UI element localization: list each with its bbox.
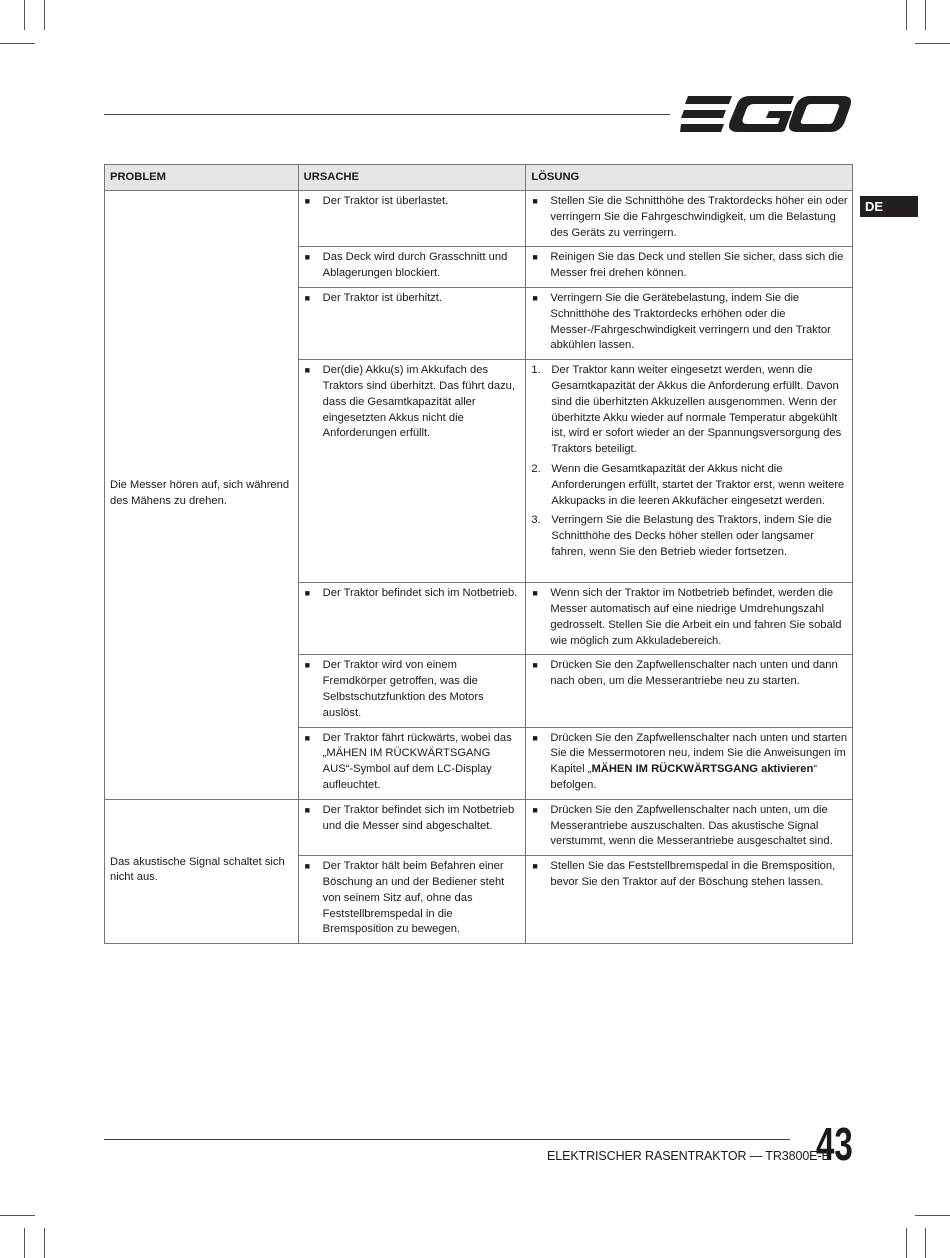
cause-text: Der Traktor ist überlastet. <box>322 195 449 207</box>
crop-mark <box>925 1228 926 1258</box>
table-row <box>105 191 853 247</box>
bullet-icon: ■ <box>532 804 538 815</box>
solution-text: Reinigen Sie das Deck und stellen Sie sicher, dass sich die Messer frei drehen können. <box>550 251 844 280</box>
cause-text: Der Traktor fährt rückwärts, wobei das „MÄHEN IM RÜCKWÄRTSGANG AUS“-Symbol auf dem LC-Display aufleuchtet. <box>322 731 512 791</box>
bullet-icon: ■ <box>304 365 311 376</box>
solution-text-end: “ befolgen. <box>550 763 818 791</box>
bullet-icon: ■ <box>304 252 311 263</box>
crop-mark <box>44 0 45 30</box>
crop-mark <box>906 1228 907 1258</box>
cause-cell <box>298 360 526 583</box>
header-cause: URSACHE <box>298 165 526 191</box>
header-solution: LÖSUNG <box>526 165 853 191</box>
chapter-reference: MÄHEN IM RÜCKWÄRTSGANG aktivieren <box>591 763 814 776</box>
solution-cell <box>526 655 853 727</box>
cause-cell <box>298 799 526 855</box>
bullet-icon: ■ <box>532 196 538 206</box>
header-rule <box>104 114 670 115</box>
bullet-icon: ■ <box>304 804 311 815</box>
solution-text: Drücken Sie den Zapfwellenschalter nach unten, um die Messerantriebe auszuschalten. Das akustische Signal verstummt, wenn die Messerantriebe ausgeschaltet sind. <box>550 803 833 848</box>
step-number: 1. <box>531 364 541 377</box>
solution-cell <box>526 287 853 359</box>
solution-text: Wenn sich der Traktor im Notbetrieb befindet, werden die Messer automatisch auf eine niedrige Umdrehungszahl gedrosselt. Stellen Sie die Arbeit ein und fahren Sie sobald wie möglich zum Akkuladebereich. <box>550 587 842 647</box>
crop-mark <box>24 0 25 30</box>
cause-cell <box>298 247 526 288</box>
page-number: 43 <box>816 1118 853 1170</box>
solution-text: Drücken Sie den Zapfwellenschalter nach unten und starten Sie die Messermotoren neu, indem Sie die Anweisungen im Kapitel „ <box>550 731 848 776</box>
step-text: Verringern Sie die Belastung des Traktors, indem Sie die Schnitthöhe des Decks höher stellen oder langsamer fahren, wenn Sie den Betrieb wieder fortsetzen. <box>551 514 832 558</box>
bullet-icon: ■ <box>304 588 311 599</box>
solution-cell <box>526 360 853 583</box>
ego-logo <box>680 94 852 134</box>
solution-cell <box>526 727 853 799</box>
solution-text: Stellen Sie das Feststellbremspedal in die Bremsposition, bevor Sie den Traktor auf der Böschung stehen lassen. <box>550 860 836 888</box>
solution-cell <box>526 247 853 288</box>
table-row <box>105 799 853 855</box>
cause-text: Der Traktor wird von einem Fremdkörper getroffen, was die Selbstschutzfunktion des Motors auslöst. <box>322 659 484 719</box>
footer-rule <box>104 1139 790 1140</box>
cause-cell <box>298 583 526 655</box>
step-text: Der Traktor kann weiter eingesetzt werden, wenn die Gesamtkapazität der Akkus die Anforderung erfüllt. Davon sind die überhitzten Akkuzellen ausgenommen. Wenn der überhitzte Akku wieder auf normale Temperatur abgekühlt ist, wird er sofort wieder an der Spannungsversorgung des Traktors beteiligt. <box>551 364 842 456</box>
bullet-icon: ■ <box>304 292 311 303</box>
cause-text: Der Traktor befindet sich im Notbetrieb und die Messer sind abgeschaltet. <box>322 803 515 832</box>
bullet-icon: ■ <box>304 861 311 872</box>
solution-cell <box>526 191 853 247</box>
step-number: 2. <box>531 462 541 475</box>
cause-text: Der(die) Akku(s) im Akkufach des Traktors sind überhitzt. Das führt dazu, dass die Gesamtkapazität aller eingesetzten Akkus nicht die Anforderungen erfüllt. <box>322 364 515 440</box>
cause-cell <box>298 287 526 359</box>
crop-mark <box>915 43 950 44</box>
header-problem: PROBLEM <box>105 165 299 191</box>
problem-cell: Die Messer hören auf, sich während des Mähens zu drehen. <box>105 191 299 800</box>
cause-text: Das Deck wird durch Grasschnitt und Ablagerungen blockiert. <box>322 251 508 280</box>
cause-text: Der Traktor ist überhitzt. <box>322 291 443 304</box>
cause-cell <box>298 727 526 799</box>
cause-text: Der Traktor hält beim Befahren einer Böschung an und der Bediener steht von seinem Sitz auf, ohne das Feststellbremspedal in die Bremsposition zu bewegen. <box>322 860 505 936</box>
crop-mark <box>925 0 926 30</box>
solution-step <box>530 513 848 560</box>
cause-text: Der Traktor befindet sich im Notbetrieb. <box>322 587 518 600</box>
crop-mark <box>0 1215 35 1216</box>
troubleshooting-table <box>104 164 853 944</box>
bullet-icon: ■ <box>532 588 538 599</box>
problem-cell: Das akustische Signal schaltet sich nicht aus. <box>105 799 299 943</box>
bullet-icon: ■ <box>532 252 538 263</box>
bullet-icon: ■ <box>532 861 538 872</box>
step-text: Wenn die Gesamtkapazität der Akkus nicht die Anforderungen erfüllt, startet der Traktor erst, wenn weitere Akkupacks in die leeren Akkufächer eingesetzt werden. <box>551 462 845 507</box>
cause-cell <box>298 856 526 944</box>
bullet-icon: ■ <box>304 732 311 743</box>
step-number: 3. <box>531 514 541 527</box>
solution-text: Drücken Sie den Zapfwellenschalter nach unten und dann nach oben, um die Messerantriebe neu zu starten. <box>550 659 838 688</box>
table-header-row <box>105 165 853 191</box>
footer-product-title: ELEKTRISCHER RASENTRAKTOR — TR3800E-B <box>547 1149 830 1163</box>
crop-mark <box>0 43 35 44</box>
solution-step <box>530 363 848 458</box>
solution-step <box>530 462 848 509</box>
cause-cell <box>298 655 526 727</box>
language-tab: DE <box>860 196 918 217</box>
crop-mark <box>915 1215 950 1216</box>
cause-cell <box>298 191 526 247</box>
bullet-icon: ■ <box>532 292 538 303</box>
solution-text: Stellen Sie die Schnitthöhe des Traktordecks höher ein oder verringern Sie die Fahrgeschwindigkeit, um die Belastung des Geräts zu verringern. <box>550 195 848 239</box>
bullet-icon: ■ <box>304 196 311 206</box>
solution-text: Verringern Sie die Gerätebelastung, indem Sie die Schnitthöhe des Traktordecks erhöhen oder die Messer-/Fahrgeschwindigkeit verringern und den Traktor abkühlen lassen. <box>550 291 831 352</box>
crop-mark <box>44 1228 45 1258</box>
crop-mark <box>24 1228 25 1258</box>
crop-mark <box>906 0 907 30</box>
bullet-icon: ■ <box>532 732 538 743</box>
solution-cell <box>526 799 853 855</box>
bullet-icon: ■ <box>532 660 538 671</box>
solution-cell <box>526 856 853 944</box>
solution-cell <box>526 583 853 655</box>
bullet-icon: ■ <box>304 660 311 671</box>
